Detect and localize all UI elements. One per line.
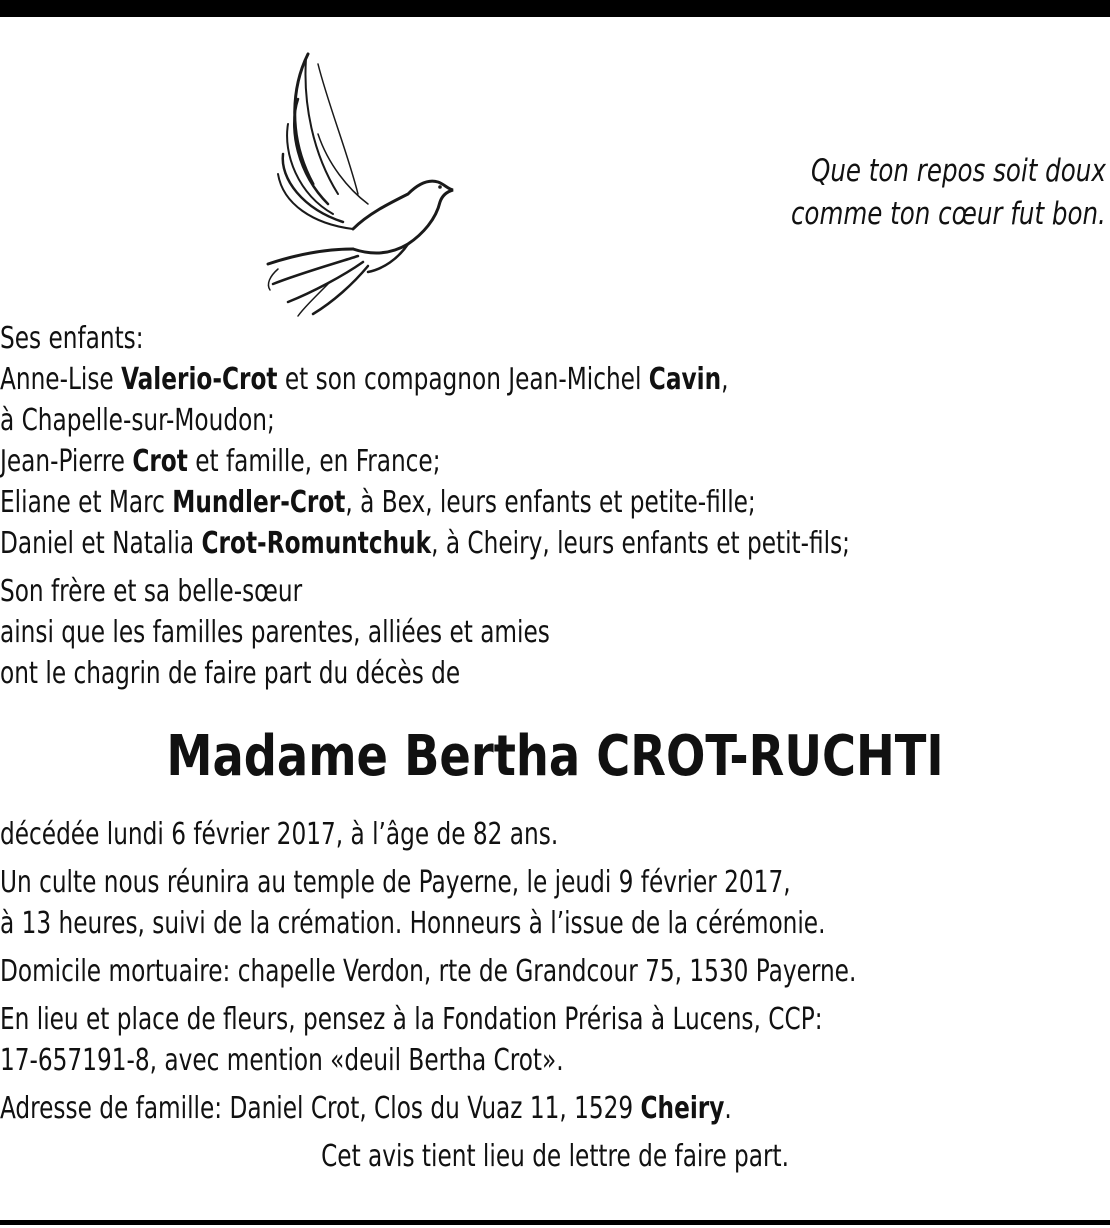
domicile-line: Domicile mortuaire: chapelle Verdon, rte de Grandcour 75, 1530 Payerne. [0,954,857,989]
notice-body [0,318,1110,1177]
service-line-1: Un culte nous réunira au temple de Payerne, le jeudi 9 février 2017, [0,865,791,900]
families-line: ainsi que les familles parentes, alliées et amies [0,615,550,650]
dove-icon [258,44,458,319]
text: , [721,362,729,397]
text: Jean-Pierre [0,444,133,479]
children-heading: Ses enfants: [0,321,144,356]
surname: Crot-Romuntchuk [201,526,432,561]
text: , à Bex, leurs enfants et petite-fille; [345,485,756,520]
child-anne-lise-place: à Chapelle-sur-Moudon; [0,403,275,438]
brother-line: Son frère et sa belle-sœur [0,574,303,609]
child-anne-lise [0,359,1109,400]
town: Cheiry [640,1091,725,1126]
text: Anne-Lise [0,362,122,397]
top-border [0,0,1110,17]
service-line-2: à 13 heures, suivi de la crémation. Honneurs à l’issue de la cérémonie. [0,906,826,941]
text: Eliane et Marc [0,485,173,520]
family-section [0,318,1109,694]
flowers-line-2: 17-657191-8, avec mention «deuil Bertha Crot». [0,1043,564,1078]
epigraph [791,150,1106,236]
child-daniel [0,523,1109,564]
family-address [0,1088,1109,1129]
text: , à Cheiry, leurs enfants et petit-fils; [431,526,851,561]
deceased-name: Madame Bertha CROT-RUCHTI [166,724,944,789]
flowers-line-1: En lieu et place de fleurs, pensez à la Fondation Prérisa à Lucens, CCP: [0,1002,823,1037]
surname: Crot [132,444,188,479]
surname: Mundler-Crot [172,485,346,520]
bottom-border [0,1220,1110,1225]
text: . [724,1091,732,1126]
epigraph-line-2: comme ton cœur fut bon. [791,196,1106,232]
death-date: décédée lundi 6 février 2017, à l’âge de 82 ans. [0,817,559,852]
details-section [0,814,1109,1129]
closing-notice [0,1136,1110,1177]
child-eliane [0,482,1109,523]
surname: Cavin [648,362,722,397]
closing-notice-text: Cet avis tient lieu de lettre de faire part. [321,1139,789,1174]
child-jean-pierre [0,441,1109,482]
text: et son compagnon Jean-Michel [277,362,649,397]
announce-line: ont le chagrin de faire part du décès de [0,656,461,691]
text: et famille, en France; [187,444,441,479]
text: Adresse de famille: Daniel Crot, Clos du Vuaz 11, 1529 [0,1091,641,1126]
epigraph-line-1: Que ton repos soit doux [811,153,1106,189]
surname: Valerio-Crot [121,362,278,397]
text: Daniel et Natalia [0,526,202,561]
